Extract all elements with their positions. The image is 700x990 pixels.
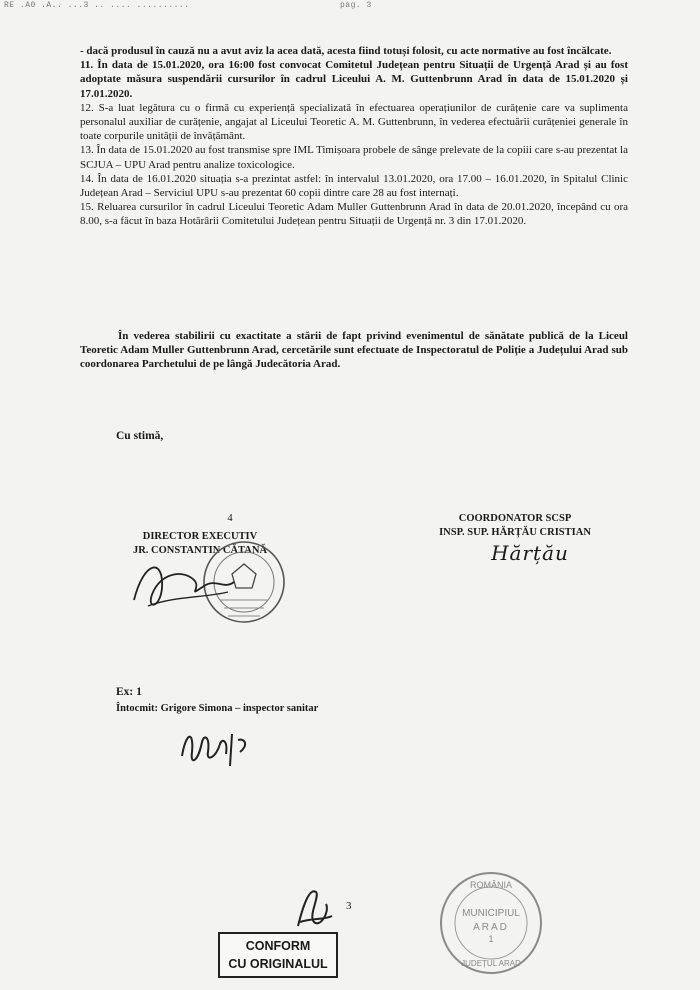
paragraph-13: 13. În data de 15.01.2020 au fost transmise spre IML Timișoara probele de sânge prelevate de la copiii care s-au prezentat la SCJUA – UPU Arad pentru analize toxicologice.: [80, 144, 628, 171]
left-signature-stamp: [124, 540, 294, 632]
right-name: INSP. SUP. HĂRȚĂU CRISTIAN: [439, 527, 591, 538]
page-label: pag. 3: [340, 1, 372, 10]
body-text: [80, 44, 628, 229]
conform-line1: CONFORM: [245, 939, 311, 953]
left-name: JR. CONSTANTIN CĂTANĂ: [132, 545, 268, 556]
stamp-city: ARAD: [473, 922, 509, 933]
author-signature: [176, 722, 256, 770]
municipality-stamp: [436, 868, 546, 978]
page-number: 3: [346, 900, 352, 912]
greeting: Cu stimă,: [116, 430, 164, 442]
paragraph-12: 12. S-a luat legătura cu o firmă cu experiență specializată în efectuarea operațiunilor de curățenie care va suplimenta personalul auxiliar de curățenie, angajat al Liceului Teoretic A. M. Guttenbrunn, în vederea efectuării curățeniei generale în toate corpurile unității de învățământ.: [80, 101, 628, 143]
fax-header: [0, 0, 700, 12]
stamp-num: 1: [488, 934, 494, 944]
signature-block-right: [410, 512, 620, 565]
paragraph-11: 11. În data de 15.01.2020, ora 16:00 fost convocat Comitetul Județean pentru Situații de Urgență Arad și au fost adoptate măsura suspendării cursurilor în cadrul Liceului A. M. Guttenbrunn Arad în data de 15.01.2020 și 17.01.2020.: [80, 59, 628, 100]
closing-paragraph: În vederea stabilirii cu exactitate a stării de fapt privind evenimentul de sănătate publică de la Liceul Teoretic Adam Muller Guttenbrunn Arad, cercetările sunt efectuate de Inspectoratul de Poliție a Județului Arad sub coordonarea Parchetului de pe lângă Judecătoria Arad.: [80, 330, 628, 370]
stamp-bottom: JUDEȚUL ARAD: [461, 959, 521, 968]
paragraph-15: 15. Reluarea cursurilor în cadrul Liceului Teoretic Adam Muller Guttenbrunn Arad în data de 20.01.2020, începând cu ora 8.00, s-a făcut în baza Hotărârii Comitetului Județean pentru Situații de Urgență nr. 3 din 17.01.2020.: [80, 201, 628, 228]
stamp-mid: MUNICIPIUL: [462, 908, 520, 919]
left-title: DIRECTOR EXECUTIV: [142, 531, 258, 542]
left-mark: 4: [227, 513, 233, 524]
author-line: Întocmit: Grigore Simona – inspector sanitar: [116, 703, 319, 714]
copies-count: Ex: 1: [116, 686, 142, 698]
stamp-top: ROMÂNIA: [469, 880, 513, 890]
fax-line: RE .A0 .A.. ...3 .. .... ..........: [4, 1, 190, 10]
right-handwritten: Hărțău: [491, 541, 569, 565]
footer-signature: [290, 882, 338, 932]
conform-stamp: [218, 932, 338, 978]
paragraph-14: 14. În data de 16.01.2020 situația s-a prezintat astfel: în intervalul 13.01.2020, ora 17.00 – 16.01.2020, în Spitalul Clinic Județean Arad – Serviciul UPU s-au prezentat 60 copii dintre care 28 au fost internați.: [80, 172, 628, 200]
right-title: COORDONATOR SCSP: [458, 513, 572, 524]
paragraph-0: - dacă produsul în cauză nu a avut aviz la acea dată, acesta fiind totuși folosit, cu acte normative au fost încălcate.: [80, 45, 612, 57]
conform-line2: CU ORIGINALUL: [228, 957, 328, 971]
